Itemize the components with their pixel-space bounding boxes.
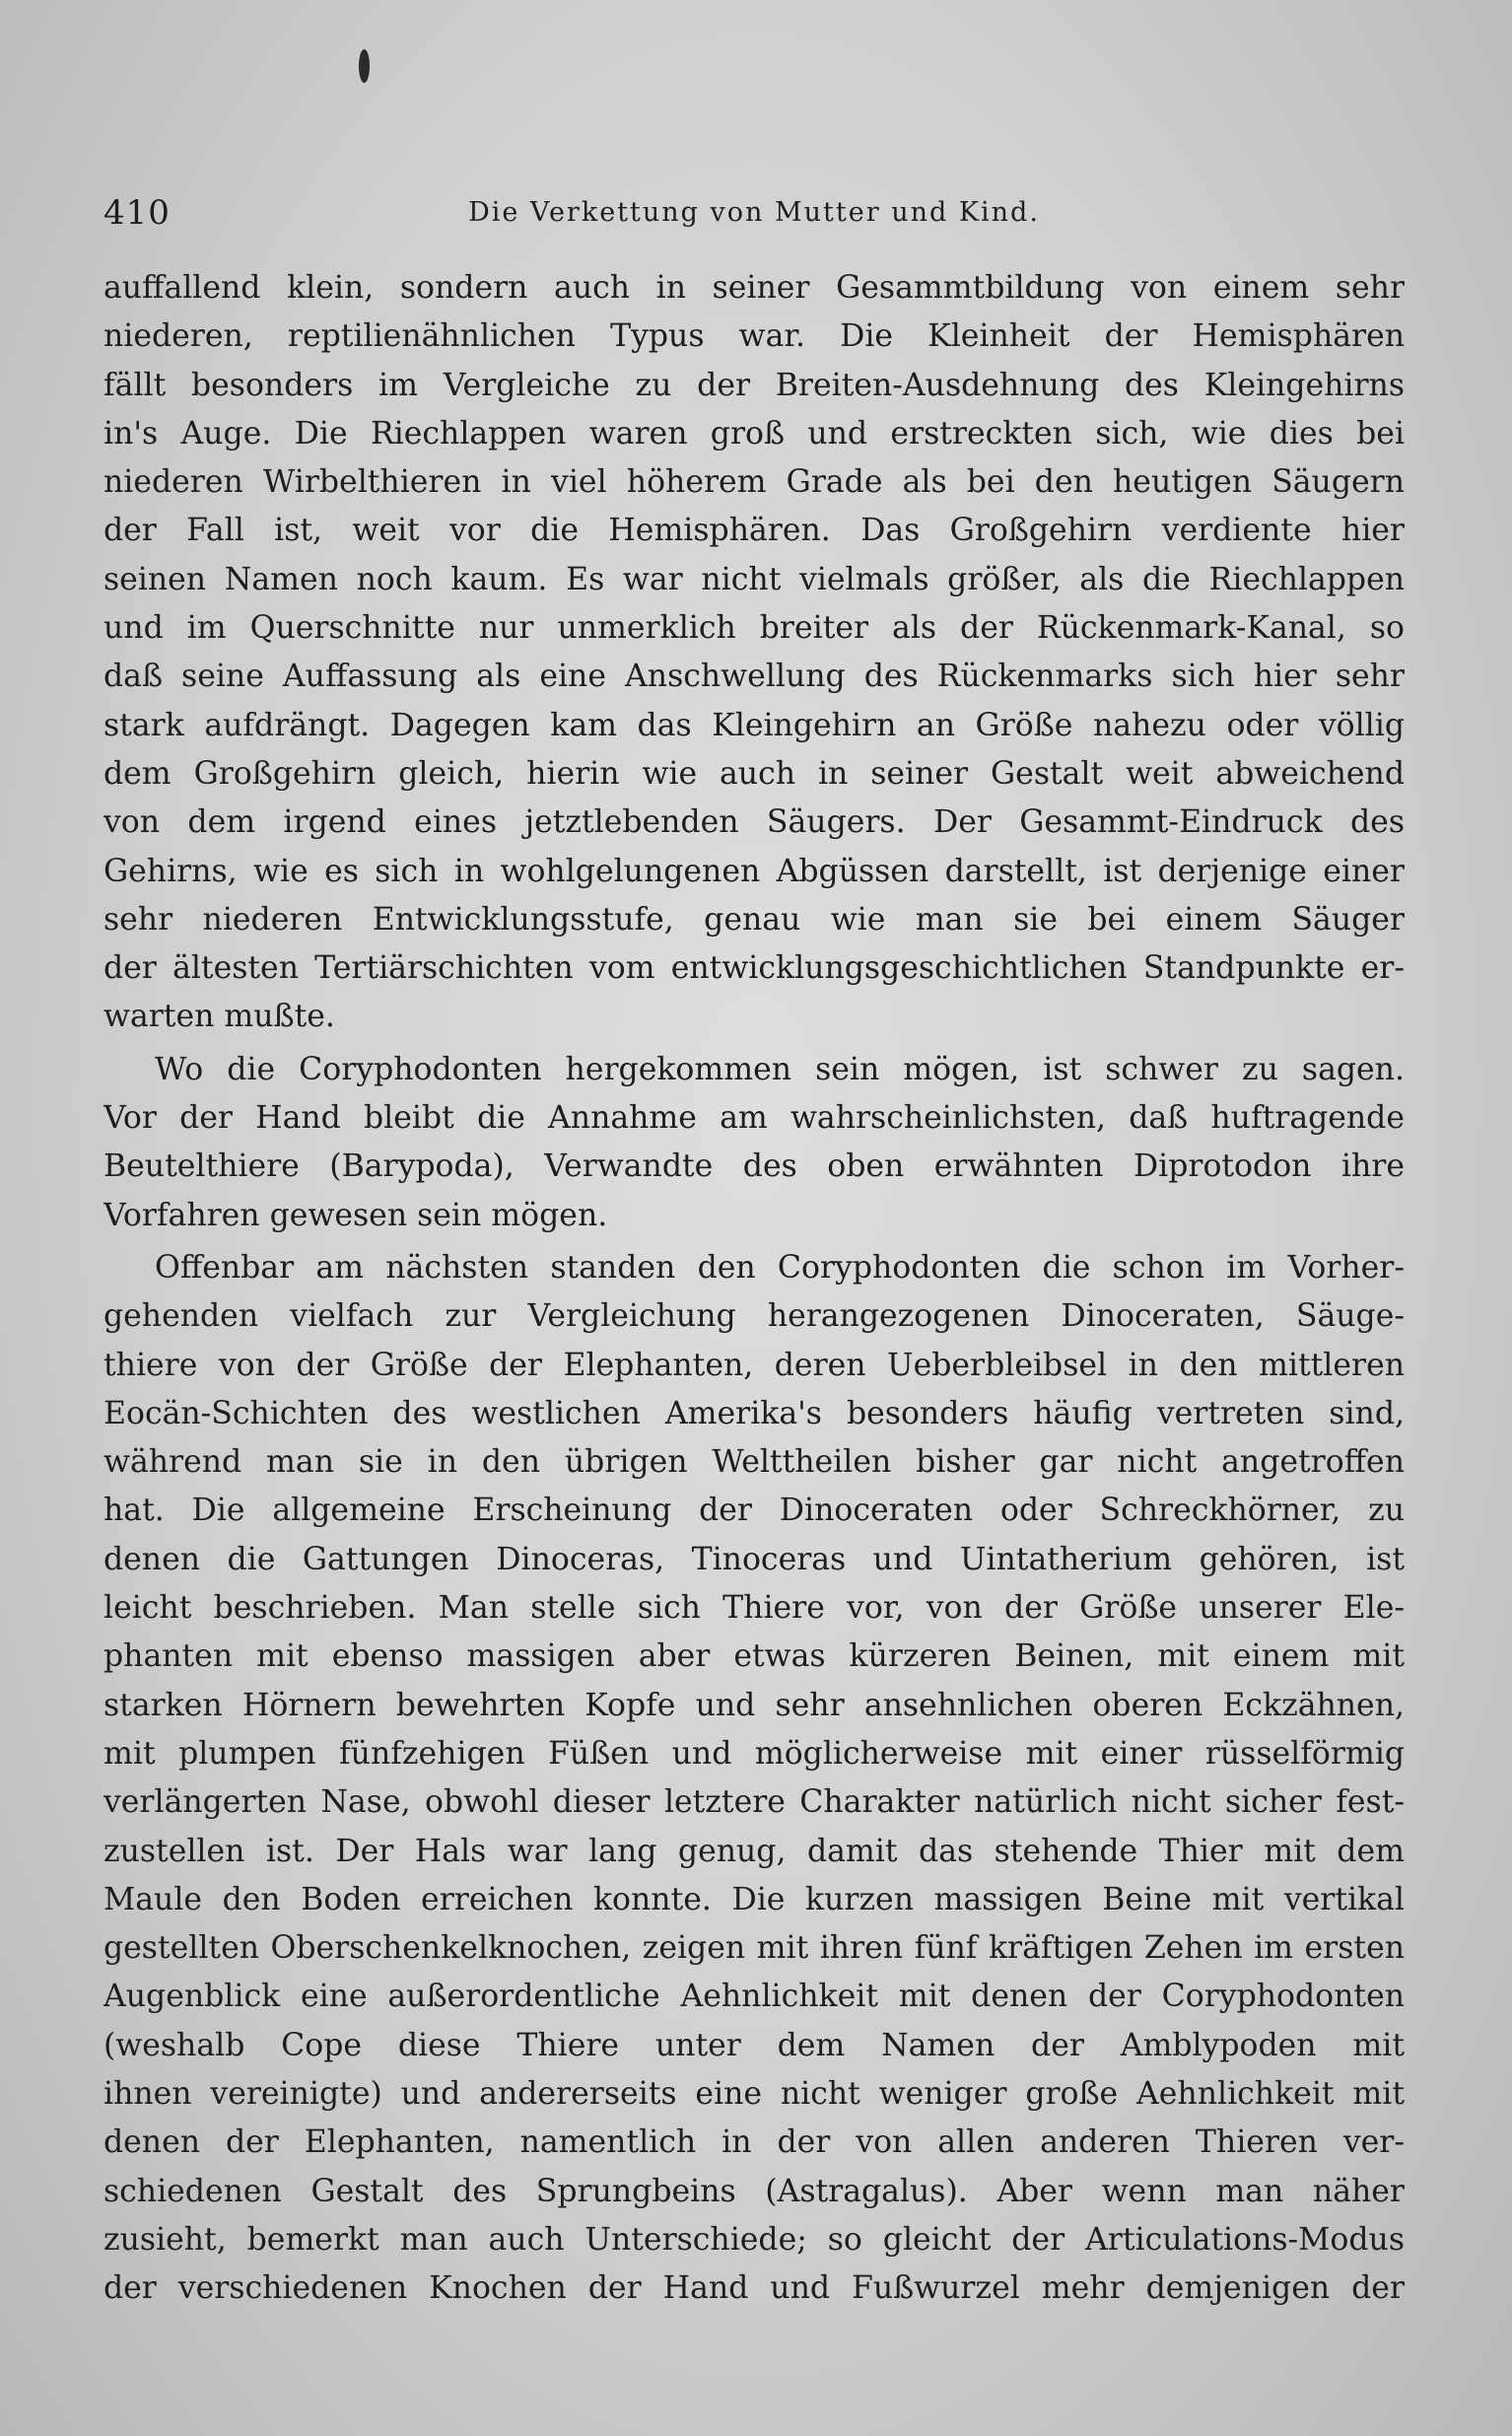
text-line: der ältesten Tertiärschichten vom entwicklungsgeschichtlichen Standpunkte er- xyxy=(103,950,1405,987)
text-line: Maule den Boden erreichen konnte. Die kurzen massigen Beine mit vertikal xyxy=(103,1881,1405,1917)
text-line: in's Auge. Die Riechlappen waren groß und erstreckten sich, wie dies bei xyxy=(103,415,1405,452)
text-line: Eocän-Schichten des westlichen Amerika's besonders häufig vertreten sind, xyxy=(103,1395,1405,1431)
text-line: warten mußte. xyxy=(103,999,335,1035)
text-line: denen der Elephanten, namentlich in der von allen anderen Thieren ver- xyxy=(103,2124,1405,2161)
text-line: Offenbar am nächsten standen den Coryphodonten die schon im Vorher- xyxy=(155,1249,1405,1286)
text-line: gestellten Oberschenkelknochen, zeigen mit ihren fünf kräftigen Zehen im ersten xyxy=(103,1930,1405,1967)
text-line: starken Hörnern bewehrten Kopfe und sehr ansehnlichen oberen Eckzähnen, xyxy=(103,1687,1405,1723)
text-line: der Fall ist, weit vor die Hemisphären. Das Großgehirn verdiente hier xyxy=(103,513,1405,549)
text-line: stark aufdrängt. Dagegen kam das Kleingehirn an Größe nahezu oder völlig xyxy=(103,707,1405,743)
page-header xyxy=(103,193,1405,241)
text-line: verlängerten Nase, obwohl dieser letztere Charakter natürlich nicht sicher fest- xyxy=(103,1784,1405,1821)
text-line: und im Querschnitte nur unmerklich breiter als der Rückenmark-Kanal, so xyxy=(103,610,1405,647)
text-line: ihnen vereinigte) und andererseits eine nicht weniger große Aehnlichkeit mit xyxy=(103,2075,1405,2112)
text-line: (weshalb Cope diese Thiere unter dem Namen der Amblypoden mit xyxy=(103,2027,1405,2063)
text-line: phanten mit ebenso massigen aber etwas kürzeren Beinen, mit einem mit xyxy=(103,1638,1405,1675)
text-line: gehenden vielfach zur Vergleichung herangezogenen Dinoceraten, Säuge- xyxy=(103,1298,1405,1335)
text-line: zustellen ist. Der Hals war lang genug, damit das stehende Thier mit dem xyxy=(103,1833,1405,1869)
text-line: denen die Gattungen Dinoceras, Tinoceras und Uintatherium gehören, ist xyxy=(103,1541,1405,1577)
text-line: während man sie in den übrigen Welttheilen bisher gar nicht angetroffen xyxy=(103,1444,1405,1481)
body-text xyxy=(103,264,1405,2313)
text-line: leicht beschrieben. Man stelle sich Thiere vor, von der Größe unserer Ele- xyxy=(103,1590,1405,1627)
text-line: seinen Namen noch kaum. Es war nicht vielmals größer, als die Riechlappen xyxy=(103,561,1405,597)
text-line: sehr niederen Entwicklungsstufe, genau wie man sie bei einem Säuger xyxy=(103,901,1405,938)
text-line: thiere von der Größe der Elephanten, deren Ueberbleibsel in den mittleren xyxy=(103,1347,1405,1383)
text-line: auffallend klein, sondern auch in seiner Gesammtbildung von einem sehr xyxy=(103,270,1405,306)
page-number: 410 xyxy=(103,193,171,233)
ink-speck xyxy=(359,49,370,83)
text-line: daß seine Auffassung als eine Anschwellung des Rückenmarks sich hier sehr xyxy=(103,659,1405,695)
text-line: Wo die Coryphodonten hergekommen sein mögen, ist schwer zu sagen. xyxy=(155,1051,1405,1087)
text-line: niederen Wirbelthieren in viel höherem Grade als bei den heutigen Säugern xyxy=(103,464,1405,501)
text-line: schiedenen Gestalt des Sprungbeins (Astragalus). Aber wenn man näher xyxy=(103,2173,1405,2209)
text-line: Vorfahren gewesen sein mögen. xyxy=(103,1197,608,1233)
text-line: zusieht, bemerkt man auch Unterschiede; so gleicht der Articulations-Modus xyxy=(103,2221,1405,2258)
text-line: der verschiedenen Knochen der Hand und Fußwurzel mehr demjenigen der xyxy=(103,2270,1405,2307)
text-line: fällt besonders im Vergleiche zu der Breiten-Ausdehnung des Kleingehirns xyxy=(103,367,1405,403)
text-line: Beutelthiere (Barypoda), Verwandte des oben erwähnten Diprotodon ihre xyxy=(103,1148,1405,1185)
text-line: niederen, reptilienähnlichen Typus war. Die Kleinheit der Hemisphären xyxy=(103,318,1405,355)
text-line: Gehirns, wie es sich in wohlgelungenen Abgüssen darstellt, ist derjenige einer xyxy=(103,853,1405,889)
text-line: Vor der Hand bleibt die Annahme am wahrscheinlichsten, daß huftragende xyxy=(103,1100,1405,1137)
running-title: Die Verkettung von Mutter und Kind. xyxy=(468,197,1040,228)
text-line: Augenblick eine außerordentliche Aehnlichkeit mit denen der Coryphodonten xyxy=(103,1979,1405,2015)
text-line: dem Großgehirn gleich, hierin wie auch in seiner Gestalt weit abweichend xyxy=(103,755,1405,792)
text-line: mit plumpen fünfzehigen Füßen und möglicherweise mit einer rüsselförmig xyxy=(103,1735,1405,1772)
text-line: von dem irgend eines jetztlebenden Säugers. Der Gesammt-Eindruck des xyxy=(103,804,1405,841)
text-line: hat. Die allgemeine Erscheinung der Dinoceraten oder Schreckhörner, zu xyxy=(103,1493,1405,1529)
